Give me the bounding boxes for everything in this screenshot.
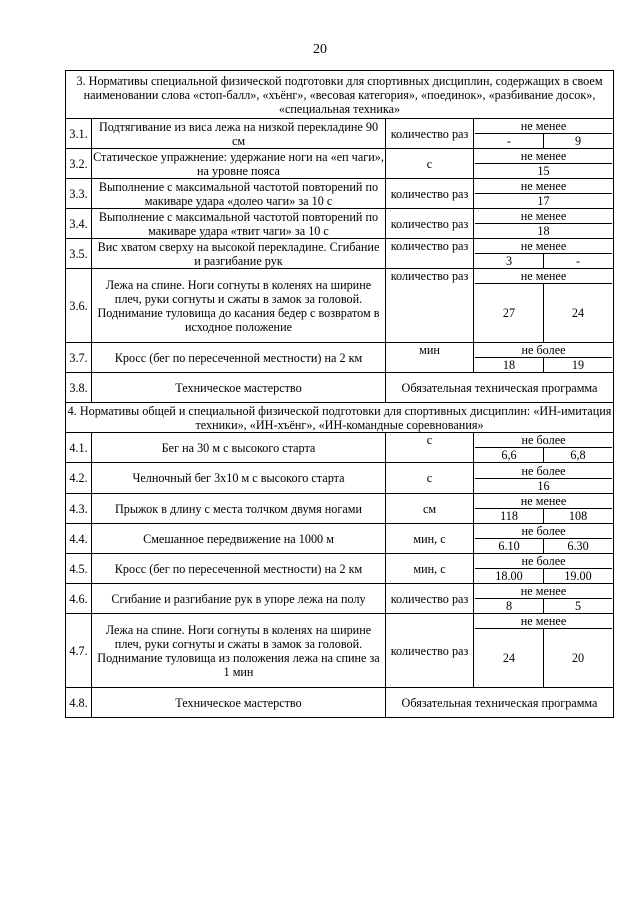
value-1: 118 bbox=[475, 509, 544, 523]
technical-program: Обязательная техническая программа bbox=[386, 688, 614, 718]
exercise-name: Челночный бег 3х10 м с высокого старта bbox=[92, 463, 386, 494]
norm-values bbox=[474, 433, 614, 463]
exercise-name: Прыжок в длину с места толчком двумя ногами bbox=[92, 494, 386, 524]
exercise-name: Выполнение с максимальной частотой повторений по макиваре удара «долео чаги» за 10 с bbox=[92, 179, 386, 209]
criterion: не более bbox=[475, 554, 612, 569]
value-2: 19.00 bbox=[564, 569, 592, 583]
criterion: не менее bbox=[475, 119, 612, 134]
exercise-name: Техническое мастерство bbox=[92, 688, 386, 718]
table-row bbox=[66, 209, 614, 239]
exercise-name: Вис хватом сверху на высокой перекладине. Сгибание и разгибание рук bbox=[92, 239, 386, 269]
criterion: не менее bbox=[475, 239, 612, 254]
row-number: 3.2. bbox=[66, 149, 92, 179]
norm-values bbox=[474, 119, 614, 149]
section-4-title: 4. Нормативы общей и специальной физической подготовки для спортивных дисциплин: «ИН-имитация техники», «ИН-хъёнг», «ИН-командные соревнования» bbox=[66, 403, 614, 433]
unit: мин, с bbox=[386, 554, 474, 584]
value-2: 6,8 bbox=[570, 448, 586, 462]
exercise-name: Лежа на спине. Ноги согнуты в коленях на ширине плеч, руки согнуты и сжаты в замок за головой. Поднимание туловища до касания бедер с возвратом в исходное положение bbox=[92, 269, 386, 343]
table-row bbox=[66, 524, 614, 554]
table-row bbox=[66, 239, 614, 269]
unit: количество раз bbox=[386, 179, 474, 209]
criterion: не менее bbox=[475, 269, 612, 284]
section-3-title: 3. Нормативы специальной физической подготовки для спортивных дисциплин, содержащих в своем наименовании слова «стоп-балл», «хъёнг», «весовая категория», «поединок», «разбивание досок», «специальная техника» bbox=[66, 71, 614, 119]
exercise-name: Техническое мастерство bbox=[92, 373, 386, 403]
value-1: 8 bbox=[475, 599, 544, 613]
value-1: 24 bbox=[475, 629, 544, 687]
unit: количество раз bbox=[386, 269, 474, 343]
unit: с bbox=[386, 149, 474, 179]
exercise-name: Кросс (бег по пересеченной местности) на 2 км bbox=[92, 554, 386, 584]
criterion: не менее bbox=[475, 494, 612, 509]
row-number: 3.3. bbox=[66, 179, 92, 209]
unit: количество раз bbox=[386, 119, 474, 149]
row-number: 3.1. bbox=[66, 119, 92, 149]
page-number: 20 bbox=[313, 42, 327, 57]
value-2: 20 bbox=[571, 651, 585, 665]
value-2: 108 bbox=[568, 509, 588, 523]
exercise-name: Смешанное передвижение на 1000 м bbox=[92, 524, 386, 554]
unit: с bbox=[386, 463, 474, 494]
row-number: 4.1. bbox=[66, 433, 92, 463]
value-1: 17 bbox=[537, 194, 550, 208]
norm-values bbox=[474, 554, 614, 584]
technical-program: Обязательная техническая программа bbox=[386, 373, 614, 403]
criterion: не менее bbox=[475, 179, 612, 194]
unit: мин, с bbox=[386, 524, 474, 554]
criterion: не менее bbox=[475, 614, 612, 629]
criterion: не более bbox=[475, 464, 612, 479]
value-2: - bbox=[575, 254, 581, 268]
table-row bbox=[66, 343, 614, 373]
value-2: 6.30 bbox=[567, 539, 589, 553]
exercise-name: Лежа на спине. Ноги согнуты в коленях на ширине плеч, руки согнуты и сжаты в замок за головой. Поднимание туловища из положения лежа на спине за 1 мин bbox=[92, 614, 386, 688]
row-number: 3.8. bbox=[66, 373, 92, 403]
row-number: 4.7. bbox=[66, 614, 92, 688]
section-4-header bbox=[66, 403, 614, 433]
table-row bbox=[66, 433, 614, 463]
row-number: 3.6. bbox=[66, 269, 92, 343]
table-row bbox=[66, 179, 614, 209]
unit: количество раз bbox=[386, 209, 474, 239]
unit: количество раз bbox=[386, 239, 474, 269]
row-number: 3.7. bbox=[66, 343, 92, 373]
row-number: 4.5. bbox=[66, 554, 92, 584]
value-1: 6.10 bbox=[475, 539, 544, 553]
row-number: 4.8. bbox=[66, 688, 92, 718]
norm-values bbox=[474, 494, 614, 524]
norm-values bbox=[474, 343, 614, 373]
norm-values bbox=[474, 149, 614, 179]
section-3-header bbox=[66, 71, 614, 119]
row-number: 3.4. bbox=[66, 209, 92, 239]
unit: количество раз bbox=[386, 584, 474, 614]
norms-table bbox=[65, 70, 614, 718]
value-1: 16 bbox=[537, 478, 550, 493]
norm-values bbox=[474, 524, 614, 554]
exercise-name: Кросс (бег по пересеченной местности) на 2 км bbox=[92, 343, 386, 373]
exercise-name: Подтягивание из виса лежа на низкой перекладине 90 см bbox=[92, 119, 386, 149]
criterion: не более bbox=[475, 343, 612, 358]
exercise-name: Выполнение с максимальной частотой повторений по макиваре удара «твит чаги» за 10 с bbox=[92, 209, 386, 239]
exercise-name: Сгибание и разгибание рук в упоре лежа на полу bbox=[92, 584, 386, 614]
row-number: 4.6. bbox=[66, 584, 92, 614]
table-row bbox=[66, 269, 614, 343]
value-1: 6,6 bbox=[475, 448, 544, 462]
value-1: 3 bbox=[475, 254, 544, 268]
norm-values bbox=[474, 239, 614, 269]
row-number: 4.4. bbox=[66, 524, 92, 554]
value-1: 15 bbox=[537, 164, 550, 178]
table-row bbox=[66, 149, 614, 179]
row-number: 4.2. bbox=[66, 463, 92, 494]
unit: с bbox=[386, 433, 474, 463]
table-row bbox=[66, 463, 614, 494]
criterion: не менее bbox=[475, 584, 612, 599]
value-2: 24 bbox=[571, 306, 585, 320]
value-1: 18 bbox=[537, 224, 550, 238]
table-row bbox=[66, 494, 614, 524]
table-row bbox=[66, 373, 614, 403]
value-2: 9 bbox=[574, 134, 582, 148]
table-row bbox=[66, 614, 614, 688]
value-1: 18.00 bbox=[475, 569, 544, 583]
row-number: 4.3. bbox=[66, 494, 92, 524]
norm-values bbox=[474, 209, 614, 239]
table-row bbox=[66, 584, 614, 614]
norm-values bbox=[474, 269, 614, 343]
value-2: 5 bbox=[574, 599, 582, 613]
exercise-name: Статическое упражнение: удержание ноги на «еп чаги», на уровне пояса bbox=[93, 149, 384, 178]
norm-values bbox=[474, 614, 614, 688]
norm-values bbox=[474, 179, 614, 209]
value-2: 19 bbox=[571, 358, 585, 372]
criterion: не менее bbox=[475, 149, 612, 164]
unit: см bbox=[386, 494, 474, 524]
unit: количество раз bbox=[386, 614, 474, 688]
table-row bbox=[66, 554, 614, 584]
unit: мин bbox=[386, 343, 474, 373]
value-1: 27 bbox=[475, 284, 544, 342]
norm-values bbox=[474, 584, 614, 614]
value-1: - bbox=[475, 134, 544, 148]
table-row bbox=[66, 119, 614, 149]
value-1: 18 bbox=[475, 358, 544, 372]
exercise-name: Бег на 30 м с высокого старта bbox=[92, 433, 386, 463]
criterion: не более bbox=[475, 433, 612, 448]
criterion: не более bbox=[475, 524, 612, 539]
criterion: не менее bbox=[475, 209, 612, 224]
row-number: 3.5. bbox=[66, 239, 92, 269]
norm-values bbox=[474, 463, 614, 494]
table-row bbox=[66, 688, 614, 718]
